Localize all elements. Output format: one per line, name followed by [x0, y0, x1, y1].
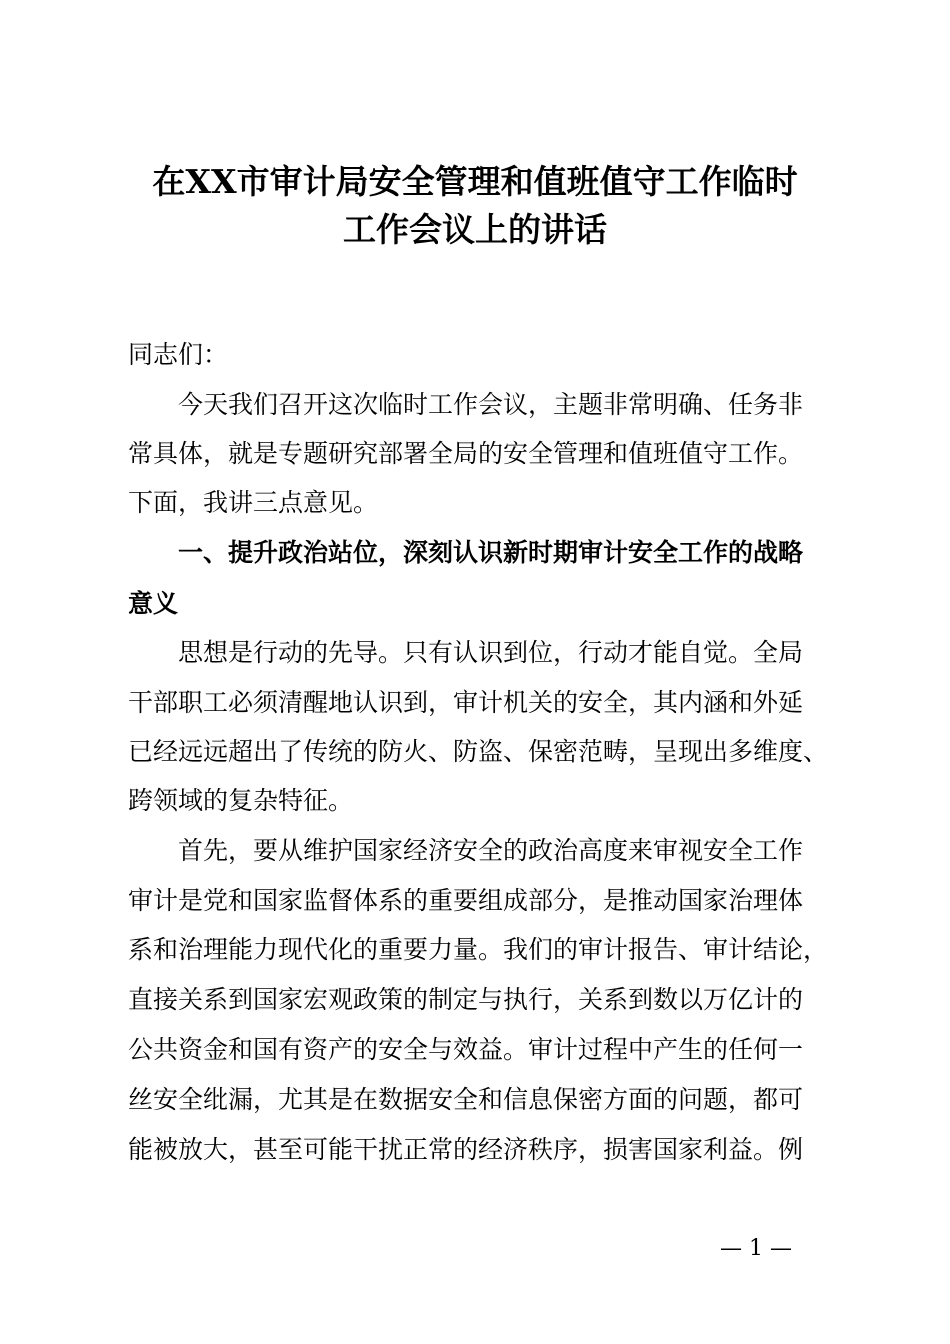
- text-line: 跨领域的复杂特征。: [128, 786, 354, 815]
- text-line: 公共资金和国有资产的安全与效益。审计过程中产生的任何一: [128, 1035, 804, 1064]
- text-line: 首先，要从维护国家经济安全的政治高度来审视安全工作: [178, 836, 804, 865]
- text-line: 常具体，就是专题研究部署全局的安全管理和值班值守工作。: [128, 439, 804, 468]
- title-line: 在XX市审计局安全管理和值班值守工作临时: [152, 162, 798, 201]
- text-line: 直接关系到国家宏观政策的制定与执行，关系到数以万亿计的: [128, 985, 804, 1014]
- text-line: 系和治理能力现代化的重要力量。我们的审计报告、审计结论，: [128, 935, 829, 964]
- salutation: 同志们：: [128, 340, 229, 369]
- text-line: 丝安全纰漏，尤其是在数据安全和信息保密方面的问题，都可: [128, 1085, 804, 1114]
- text-line: 能被放大，甚至可能干扰正常的经济秩序，损害国家利益。例: [128, 1135, 804, 1164]
- text-line: 已经远远超出了传统的防火、防盗、保密范畴，呈现出多维度、: [128, 737, 829, 766]
- text-line: 审计是党和国家监督体系的重要组成部分，是推动国家治理体: [128, 886, 804, 915]
- text-line: 干部职工必须清醒地认识到，审计机关的安全，其内涵和外延: [128, 688, 804, 717]
- text-line: 今天我们召开这次临时工作会议，主题非常明确、任务非: [178, 390, 804, 419]
- section-heading-line: 一、提升政治站位，深刻认识新时期审计安全工作的战略: [178, 538, 804, 567]
- page-number: — 1 —: [720, 1236, 792, 1261]
- title-line: 工作会议上的讲话: [343, 210, 607, 249]
- section-heading-line: 意义: [128, 589, 179, 618]
- text-line: 思想是行动的先导。只有认识到位，行动才能自觉。全局: [178, 638, 804, 667]
- text-line: 下面，我讲三点意见。: [128, 488, 379, 517]
